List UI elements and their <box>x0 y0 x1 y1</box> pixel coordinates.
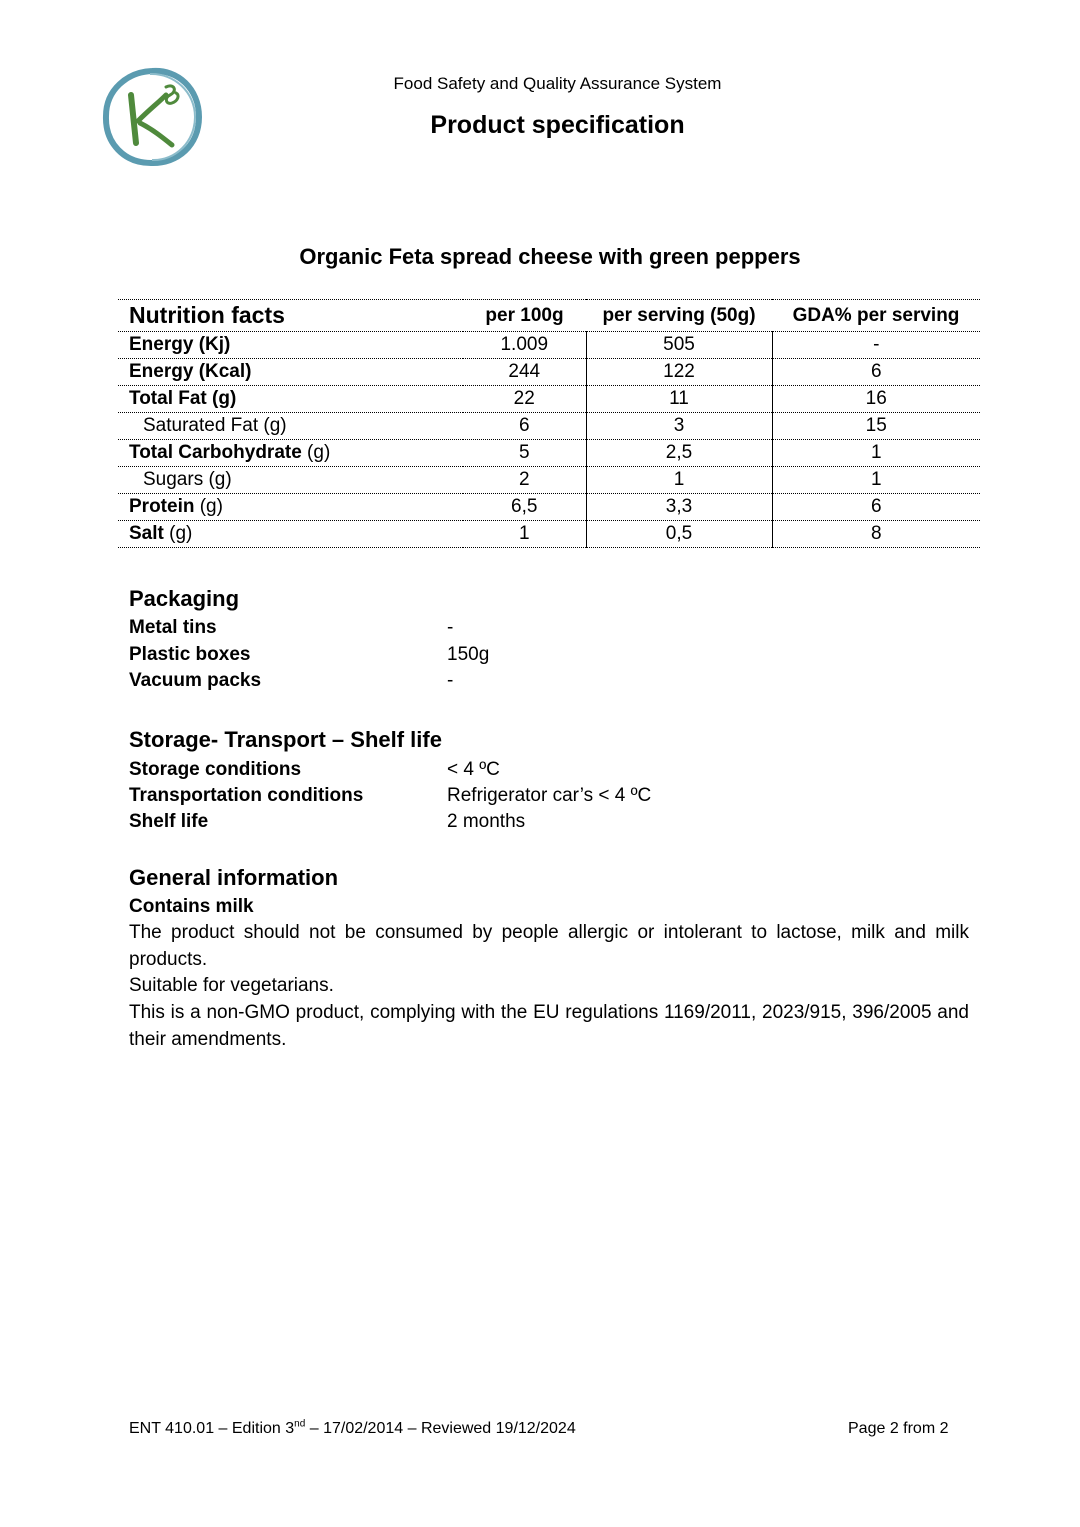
company-logo <box>100 65 204 169</box>
table-row <box>118 521 980 548</box>
packaging-value: - <box>447 617 454 638</box>
cell-value: 1 <box>586 467 772 494</box>
cell-value: 6 <box>463 413 586 440</box>
row-label: Salt <box>129 523 164 544</box>
general-paragraph: This is a non-GMO product, complying with the EU regulations 1169/2011, 2023/915, 396/2005 and their amendments. <box>129 1002 969 1050</box>
cell-value: 22 <box>463 386 586 413</box>
column-header: per 100g <box>463 300 586 332</box>
cell-value: 244 <box>463 359 586 386</box>
cell-value: 11 <box>586 386 772 413</box>
cell-value: 3,3 <box>586 494 772 521</box>
cell-value: 1 <box>772 440 980 467</box>
row-label: Sugars (g) <box>118 467 463 494</box>
cell-value: 3 <box>586 413 772 440</box>
cell-value: 15 <box>772 413 980 440</box>
general-paragraph: Suitable for vegetarians. <box>129 975 334 996</box>
storage-label: Storage conditions <box>129 759 302 780</box>
row-label-cell <box>118 494 463 521</box>
cell-value: 122 <box>586 359 772 386</box>
row-label: Total Carbohydrate <box>129 442 302 463</box>
table-row <box>118 467 980 494</box>
nutrition-header-row <box>118 300 980 332</box>
row-label: Protein <box>129 496 195 517</box>
general-title: General information <box>129 865 339 890</box>
table-row <box>118 440 980 467</box>
table-row <box>118 386 980 413</box>
storage-label: Shelf life <box>129 811 209 832</box>
table-row <box>118 332 980 359</box>
table-row <box>118 359 980 386</box>
cell-value: 2 <box>463 467 586 494</box>
row-unit: (g) <box>194 496 223 517</box>
storage-value: < 4 ºC <box>447 759 500 780</box>
row-label: Saturated Fat (g) <box>118 413 463 440</box>
table-row <box>118 494 980 521</box>
packaging-label: Plastic boxes <box>129 644 251 665</box>
footer-edition <box>129 1420 576 1438</box>
packaging-row <box>129 644 979 670</box>
footer-edition-suffix: – 17/02/2014 – Reviewed 19/12/2024 <box>305 1420 576 1437</box>
general-subtitle: Contains milk <box>129 896 254 917</box>
cell-value: 8 <box>772 521 980 548</box>
system-title: Food Safety and Quality Assurance System <box>393 74 722 93</box>
footer-edition-sup: nd <box>294 1418 306 1430</box>
packaging-title: Packaging <box>129 586 240 611</box>
page-number: Page 2 from 2 <box>848 1420 949 1437</box>
product-name: Organic Feta spread cheese with green peppers <box>299 244 801 269</box>
packaging-value: 150g <box>447 644 490 665</box>
nutrition-title: Nutrition facts <box>118 300 463 332</box>
packaging-value: - <box>447 670 454 691</box>
row-label-cell <box>118 521 463 548</box>
storage-row <box>129 785 979 811</box>
packaging-label: Vacuum packs <box>129 670 262 691</box>
row-unit: (g) <box>163 523 193 544</box>
storage-title: Storage- Transport – Shelf life <box>129 727 442 752</box>
storage-value: Refrigerator car’s < 4 ºC <box>447 785 652 806</box>
packaging-label: Metal tins <box>129 617 217 638</box>
cell-value: 6 <box>772 494 980 521</box>
cell-value: 6,5 <box>463 494 586 521</box>
column-header: GDA% per serving <box>772 300 980 332</box>
row-label: Energy (Kj) <box>118 332 463 359</box>
cell-value: 6 <box>772 359 980 386</box>
cell-value: 0,5 <box>586 521 772 548</box>
cell-value: 2,5 <box>586 440 772 467</box>
document-title: Product specification <box>430 111 685 139</box>
nutrition-table <box>118 299 980 548</box>
cell-value: 5 <box>463 440 586 467</box>
cell-value: 505 <box>586 332 772 359</box>
storage-row <box>129 811 979 837</box>
packaging-row <box>129 670 979 696</box>
cell-value: 16 <box>772 386 980 413</box>
row-unit: (g) <box>301 442 331 463</box>
column-header: per serving (50g) <box>586 300 772 332</box>
row-label-cell <box>118 440 463 467</box>
cell-value: 1 <box>463 521 586 548</box>
row-label: Energy (Kcal) <box>118 359 463 386</box>
packaging-row <box>129 617 979 643</box>
storage-value: 2 months <box>447 811 526 832</box>
general-paragraph: The product should not be consumed by people allergic or intolerant to lactose, milk and milk products. <box>129 922 969 970</box>
table-row <box>118 413 980 440</box>
row-label: Total Fat (g) <box>118 386 463 413</box>
cell-value: 1 <box>772 467 980 494</box>
footer-edition-prefix: ENT 410.01 – Edition 3 <box>129 1420 295 1437</box>
storage-label: Transportation conditions <box>129 785 364 806</box>
cell-value: - <box>772 332 980 359</box>
storage-row <box>129 759 979 785</box>
cell-value: 1.009 <box>463 332 586 359</box>
